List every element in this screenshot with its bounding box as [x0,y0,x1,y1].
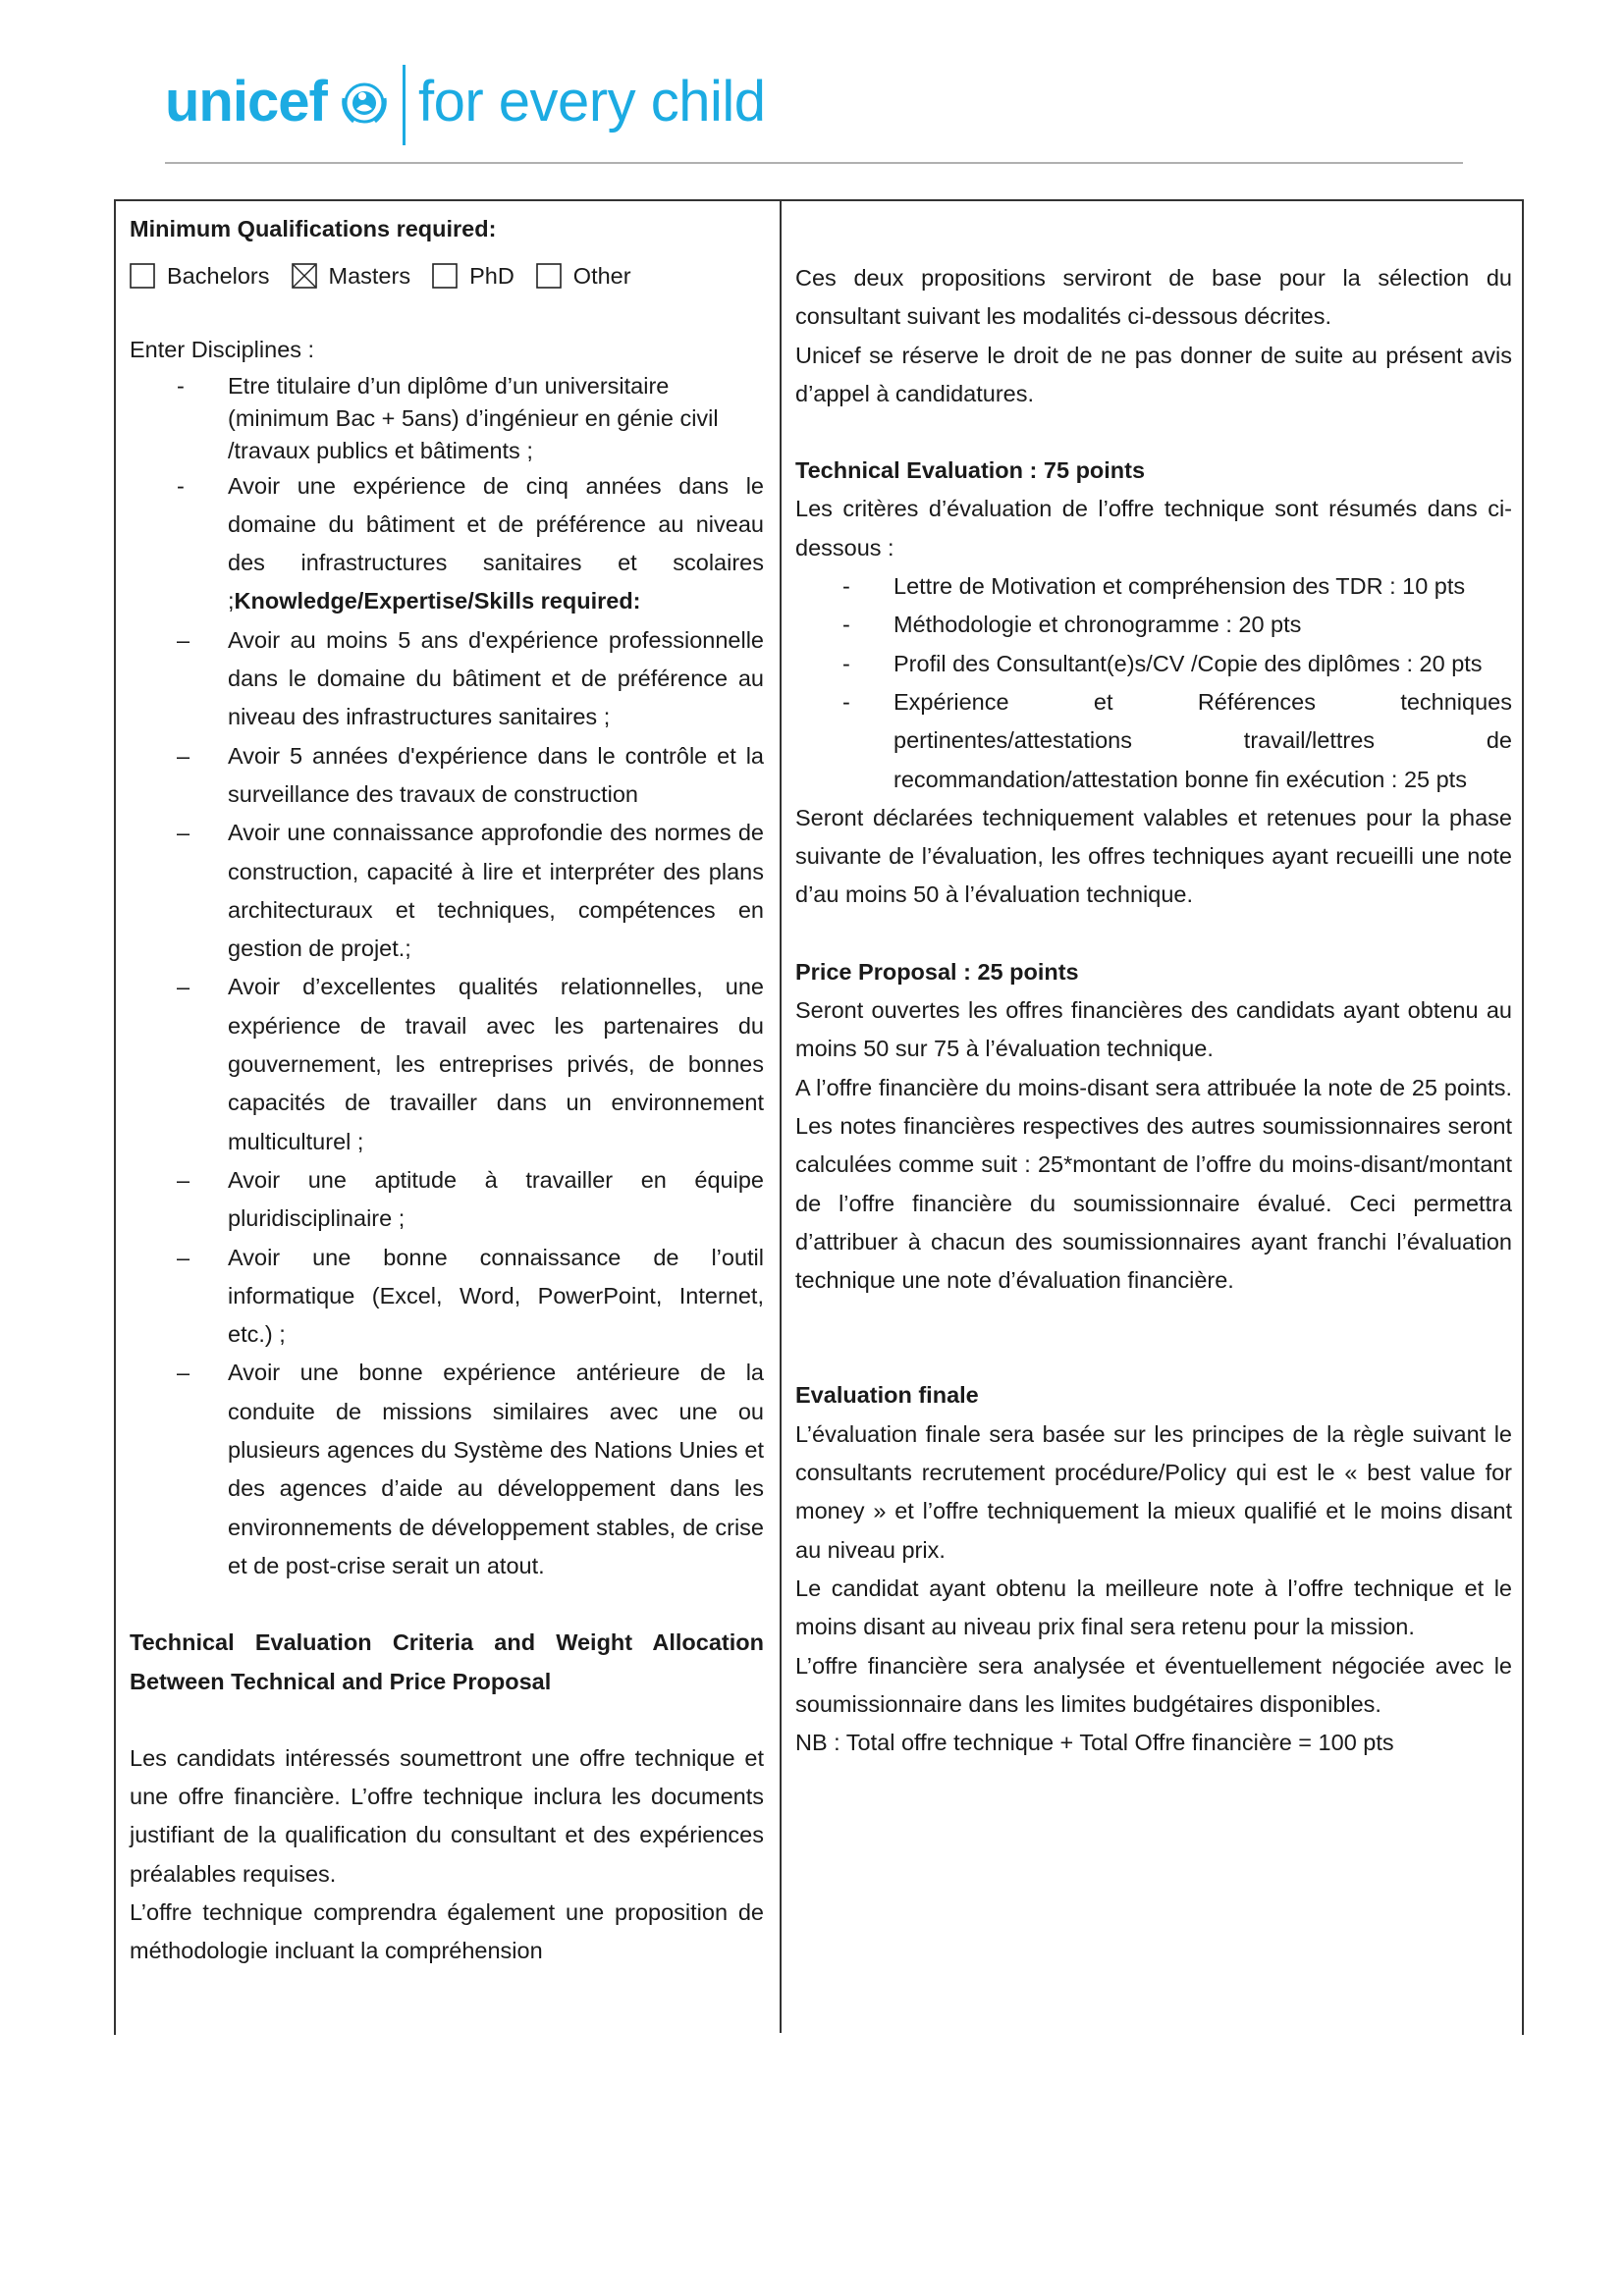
dash-bullet: - [842,650,850,676]
criteria-title: Technical Evaluation Criteria and Weight Allocation Between Technical and Price Proposal [130,1629,764,1694]
paragraph: Ces deux propositions serviront de base pour la sélection du consultant suivant les modalités ci-dessous décrites. [795,265,1512,330]
paragraph: NB : Total offre technique + Total Offre financière = 100 pts [795,1730,1394,1756]
right-column [795,201,1512,1762]
paragraph: L’offre technique comprendra également une proposition de méthodologie incluant la compréhension [130,1898,764,1964]
checkbox-empty-icon [536,263,562,289]
checkbox-empty-icon [432,263,458,289]
logo-wordmark: unicef [165,70,327,133]
column-divider [780,199,782,2033]
dash-bullet: - [177,372,185,399]
dash-bullet: - [177,472,185,499]
en-dash-bullet: – [177,742,190,769]
en-dash-bullet: – [177,820,190,846]
list-item: – Avoir une connaissance approfondie des normes de construction, capacité à lire et interpréter des plans architecturaux et techniques, compétences en gestion de projet.; [130,814,764,968]
paragraph: Unicef se réserve le droit de ne pas donner de suite au présent avis d’appel à candidatures. [795,342,1512,406]
en-dash-bullet: – [177,1244,190,1270]
checkbox-bachelors[interactable] [130,257,270,295]
dash-bullet: - [842,573,850,600]
en-dash-bullet: – [177,1166,190,1193]
list-item: – Avoir d’excellentes qualités relationnelles, une expérience de travail avec les partenaires du gouvernement, les entreprises privés, de bonnes capacités de travailler dans un environnement multiculturel ; [130,968,764,1160]
list-item: - Profil des Consultant(e)s/CV /Copie des diplômes : 20 pts [795,645,1512,683]
dash-bullet: - [842,612,850,638]
list-item: - Etre titulaire d’un diplôme d’un universitaire (minimum Bac + 5ans) d’ingénieur en génie civil /travaux publics et bâtiments ; [130,370,764,467]
dash-bullet: - [842,688,850,715]
list-item: – Avoir au moins 5 ans d'expérience professionnelle dans le domaine du bâtiment et de préférence au niveau des infrastructures sanitaires ; [130,621,764,737]
checkbox-masters[interactable] [292,257,411,295]
un-emblem-icon [338,77,391,130]
checkbox-label: PhD [469,262,514,289]
checkbox-checked-icon [292,263,317,289]
list-item: - Méthodologie et chronogramme : 20 pts [795,606,1512,644]
left-column [130,201,764,1971]
en-dash-bullet: – [177,974,190,1000]
skills-list [130,621,764,1585]
paragraph: Les candidats intéressés soumettront une offre technique et une offre financière. L’offre technique inclura les documents justifiant de la qualification du consultant et des expériences préalables requises. [130,1744,764,1887]
checkbox-label: Other [572,262,631,289]
paragraph: Seront déclarées techniquement valables et retenues pour la phase suivante de l’évaluation, les offres techniques ayant recueilli une note d’au moins 50 à l’évaluation technique. [795,804,1512,908]
paragraph: L’offre financière sera analysée et éventuellement négociée avec le soumissionnaire dans les limites budgétaires disponibles. [795,1652,1512,1717]
paragraph: L’évaluation finale sera basée sur les principes de la règle suivant le consultants recrutement procédure/Policy qui est le « best value for money » et l’offre techniquement la mieux qualifié et le moins disant au niveau prix. [795,1420,1512,1563]
logo-divider [403,65,406,145]
list-item: – Avoir 5 années d'expérience dans le contrôle et la surveillance des travaux de construction [130,737,764,815]
content-table [114,199,1524,2035]
list-item: – Avoir une bonne expérience antérieure de la conduite de missions similaires avec une ou plusieurs agences du Système des Nations Unies et des agences d’aide au développement dans les environnements de développement stables, de crise et de post-crise serait un atout. [130,1354,764,1585]
technical-criteria-list [795,567,1512,799]
price-proposal-title: Price Proposal : 25 points [795,958,1079,985]
disciplines-list [130,370,764,621]
logo-tagline: for every child [418,70,766,133]
technical-evaluation-title: Technical Evaluation : 75 points [795,457,1146,484]
degree-checkboxes [130,248,764,303]
paragraph: Seront ouvertes les offres financières des candidats ayant obtenu au moins 50 sur 75 à l’évaluation technique. [795,997,1512,1062]
list-item: – Avoir une bonne connaissance de l’outil informatique (Excel, Word, PowerPoint, Internet, etc.) ; [130,1239,764,1355]
list-item: - Expérience et Références techniques pertinentes/attestations travail/lettres de recommandation/attestation bonne fin exécution : 25 pts [795,683,1512,799]
checkbox-other[interactable] [536,257,631,295]
final-evaluation-title: Evaluation finale [795,1382,979,1409]
checkbox-label: Masters [328,262,411,289]
checkbox-label: Bachelors [167,262,270,289]
knowledge-title: Knowledge/Expertise/Skills required: [234,588,641,614]
disciplines-label: Enter Disciplines : [130,337,315,363]
checkbox-phd[interactable] [432,257,514,295]
list-item: - Avoir une expérience de cinq années dans le domaine du bâtiment et de préférence au niveau des infrastructures sanitaires et scolaires ;Knowledge/Expertise/Skills required: [130,467,764,621]
header-rule [165,162,1463,164]
min-qualifications-title: Minimum Qualifications required: [130,216,497,241]
paragraph: Le candidat ayant obtenu la meilleure note à l’offre technique et le moins disant au niveau prix final sera retenu pour la mission. [795,1575,1512,1640]
list-item: – Avoir une aptitude à travailler en équipe pluridisciplinaire ; [130,1161,764,1239]
paragraph: A l’offre financière du moins-disant sera attribuée la note de 25 points. Les notes financières respectives des autres soumissionnaires seront calculées comme suit : 25*montant de l’offre du moins-disant/montant de l’offre financière du soumissionnaire évalué. Ceci permettra d’attribuer à chacun des soumissionnaires ayant franchi l’évaluation technique une note d’évaluation financière. [795,1074,1512,1294]
en-dash-bullet: – [177,1360,190,1386]
list-item: - Lettre de Motivation et compréhension des TDR : 10 pts [795,567,1512,606]
checkbox-empty-icon [130,263,155,289]
paragraph: Les critères d’évaluation de l’offre technique sont résumés dans ci-dessous : [795,496,1512,561]
en-dash-bullet: – [177,626,190,653]
